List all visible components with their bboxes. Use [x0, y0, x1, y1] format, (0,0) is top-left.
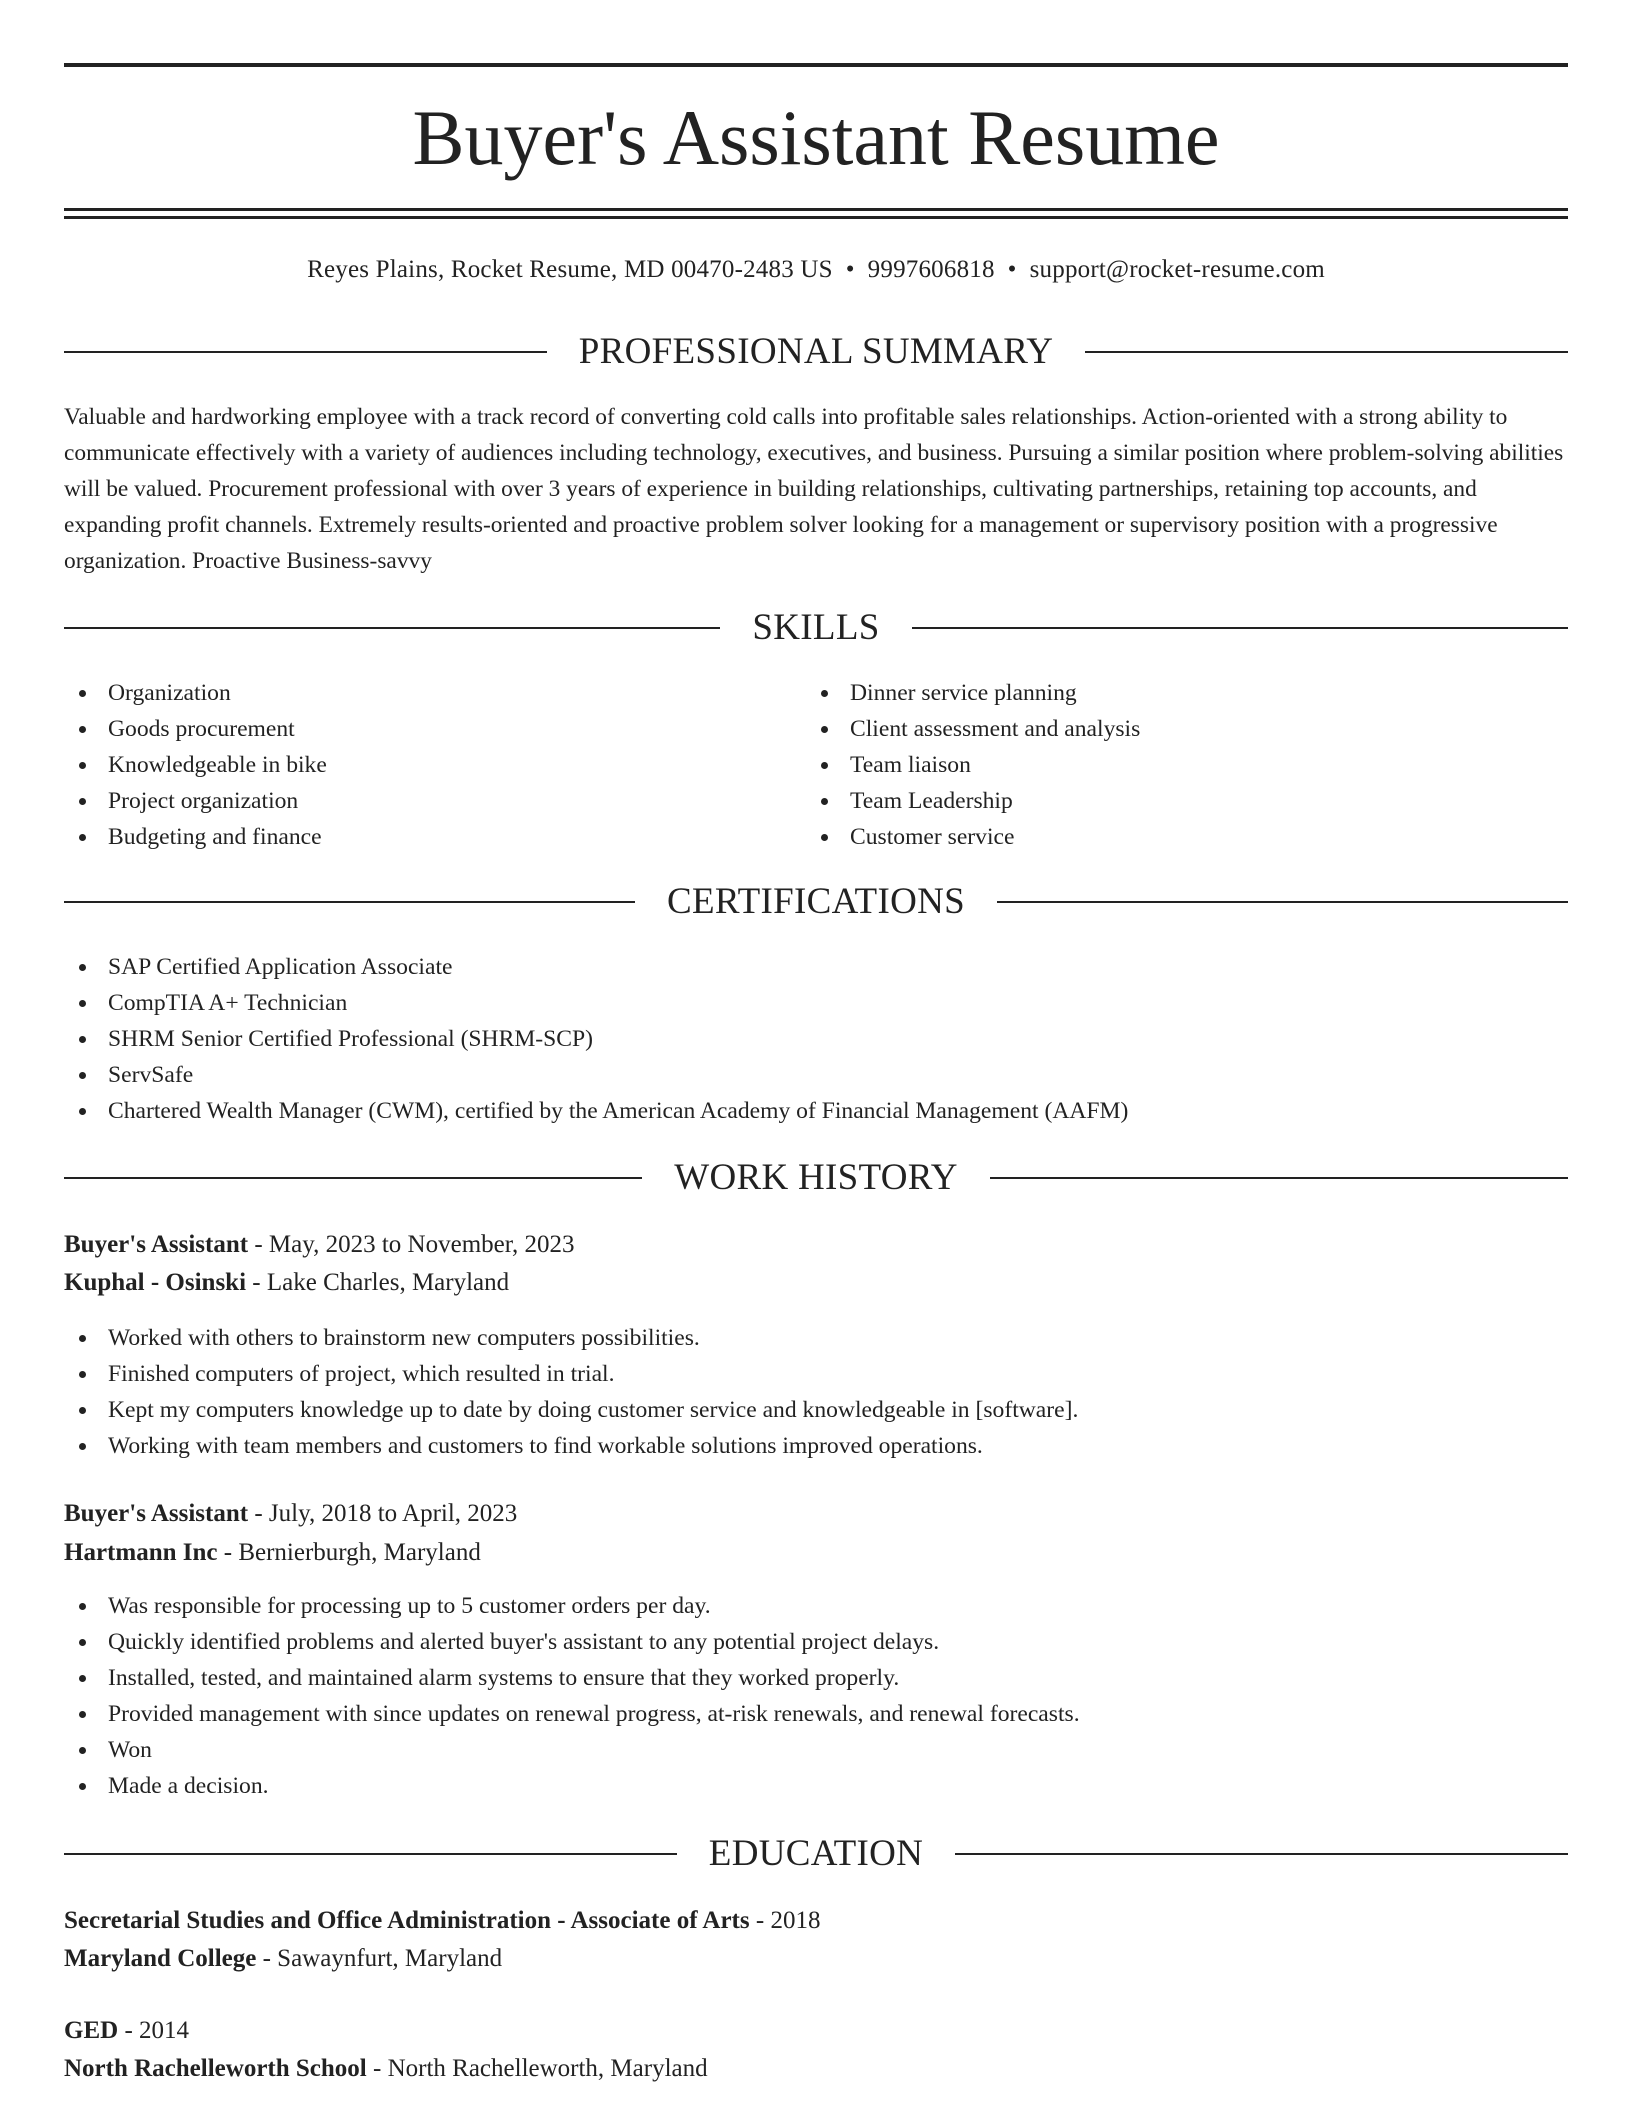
skills-heading-label: SKILLS — [752, 607, 880, 648]
skill-item: Budgeting and finance — [64, 819, 327, 855]
heading-rule-right — [955, 1853, 1568, 1855]
title-rule-lower — [64, 216, 1568, 219]
skill-item: Dinner service planning — [806, 675, 1140, 711]
skill-item: Customer service — [806, 819, 1140, 855]
heading-rule-left — [64, 1177, 642, 1179]
certifications-list — [64, 949, 1128, 1129]
contact-separator: • — [1007, 256, 1017, 283]
job-duties-list — [64, 1588, 1080, 1804]
title-rule-upper — [64, 208, 1568, 211]
job-duty-item: Was responsible for processing up to 5 customer orders per day. — [64, 1588, 1080, 1624]
certifications-heading-label: CERTIFICATIONS — [667, 881, 965, 922]
contact-line — [64, 252, 1568, 288]
skill-item: Organization — [64, 675, 327, 711]
school-location: North Rachelleworth, Maryland — [387, 2055, 708, 2082]
school-line: North Rachelleworth School - North Rachelleworth, Maryland — [64, 2055, 708, 2082]
heading-rule-right — [990, 1177, 1568, 1179]
job-company-line: Kuphal - Osinski - Lake Charles, Maryland — [64, 1269, 510, 1296]
contact-phone: 9997606818 — [867, 256, 995, 283]
degree-line: GED - 2014 — [64, 2017, 190, 2044]
skill-item: Team Leadership — [806, 783, 1140, 819]
certification-item: Chartered Wealth Manager (CWM), certified by the American Academy of Financial Management (AAFM) — [64, 1093, 1128, 1129]
top-rule — [64, 63, 1568, 67]
job-location: Bernierburgh, Maryland — [238, 1539, 481, 1566]
job-title-line: Buyer's Assistant - May, 2023 to November, 2023 — [64, 1231, 575, 1258]
school-line: Maryland College - Sawaynfurt, Maryland — [64, 1945, 503, 1972]
job-dates: July, 2018 to April, 2023 — [268, 1500, 518, 1527]
work-heading-label: WORK HISTORY — [674, 1157, 958, 1198]
summary-heading — [64, 330, 1568, 374]
job-location: Lake Charles, Maryland — [266, 1269, 510, 1296]
skill-item: Project organization — [64, 783, 327, 819]
contact-separator: • — [845, 256, 855, 283]
degree-year: 2014 — [139, 2017, 190, 2044]
school-name: North Rachelleworth School — [64, 2055, 367, 2082]
job-title: Buyer's Assistant — [64, 1500, 249, 1527]
contact-email: support@rocket-resume.com — [1029, 256, 1325, 283]
heading-rule-right — [912, 627, 1568, 629]
school-location: Sawaynfurt, Maryland — [277, 1945, 503, 1972]
summary-text: Valuable and hardworking employee with a track record of converting cold calls into profitable sales relationships. Action-oriented with a strong ability to communicate effectively with a variety of audiences including technology, executives, and business. Pursuing a similar position where problem-solving abilities will be valued. Procurement professional with over 3 years of experience in building relationships, cultivating partnerships, retaining top accounts, and expanding profit channels. Extremely results-oriented and proactive problem solver looking for a management or supervisory position with a progressive organization. Proactive Business-savvy — [64, 404, 1564, 574]
education-heading-label: EDUCATION — [708, 1833, 924, 1874]
heading-rule-right — [997, 901, 1568, 903]
skills-list-left — [64, 675, 327, 855]
job-duty-item: Installed, tested, and maintained alarm systems to ensure that they worked properly. — [64, 1660, 1080, 1696]
heading-rule-right — [1085, 351, 1568, 353]
degree-name: GED — [64, 2017, 119, 2044]
job-company-line: Hartmann Inc - Bernierburgh, Maryland — [64, 1539, 481, 1566]
certification-item: SAP Certified Application Associate — [64, 949, 1128, 985]
job-duty-item: Kept my computers knowledge up to date by doing customer service and knowledgeable in [software]. — [64, 1392, 1078, 1428]
skill-item: Client assessment and analysis — [806, 711, 1140, 747]
heading-rule-left — [64, 901, 635, 903]
job-company: Kuphal - Osinski — [64, 1269, 247, 1296]
job-dates: May, 2023 to November, 2023 — [268, 1231, 575, 1258]
heading-rule-left — [64, 1853, 677, 1855]
skill-item: Goods procurement — [64, 711, 327, 747]
job-duty-item: Made a decision. — [64, 1768, 1080, 1804]
work-heading — [64, 1156, 1568, 1200]
education-heading — [64, 1832, 1568, 1876]
job-duties-list — [64, 1320, 1078, 1464]
school-name: Maryland College — [64, 1945, 257, 1972]
job-duty-item: Provided management with since updates on renewal progress, at-risk renewals, and renewal forecasts. — [64, 1696, 1080, 1732]
degree-name: Secretarial Studies and Office Administration - Associate of Arts — [64, 1907, 750, 1934]
resume-title: Buyer's Assistant Resume — [412, 94, 1220, 181]
job-duty-item: Won — [64, 1732, 1080, 1768]
certification-item: SHRM Senior Certified Professional (SHRM-SCP) — [64, 1021, 1128, 1057]
job-title: Buyer's Assistant — [64, 1231, 249, 1258]
certifications-heading — [64, 880, 1568, 924]
job-company: Hartmann Inc — [64, 1539, 218, 1566]
contact-address: Reyes Plains, Rocket Resume, MD 00470-2483 US — [307, 256, 833, 283]
job-duty-item: Finished computers of project, which resulted in trial. — [64, 1356, 1078, 1392]
certification-item: ServSafe — [64, 1057, 1128, 1093]
heading-rule-left — [64, 627, 720, 629]
job-duty-item: Working with team members and customers to find workable solutions improved operations. — [64, 1428, 1078, 1464]
skills-heading — [64, 606, 1568, 650]
degree-line: Secretarial Studies and Office Administration - Associate of Arts - 2018 — [64, 1907, 821, 1934]
job-title-line: Buyer's Assistant - July, 2018 to April, 2023 — [64, 1500, 518, 1527]
summary-heading-label: PROFESSIONAL SUMMARY — [578, 331, 1054, 372]
job-duty-item: Quickly identified problems and alerted buyer's assistant to any potential project delays. — [64, 1624, 1080, 1660]
heading-rule-left — [64, 351, 547, 353]
job-duty-item: Worked with others to brainstorm new computers possibilities. — [64, 1320, 1078, 1356]
degree-year: 2018 — [770, 1907, 821, 1934]
certification-item: CompTIA A+ Technician — [64, 985, 1128, 1021]
skills-list-right — [806, 675, 1140, 855]
skill-item: Team liaison — [806, 747, 1140, 783]
skill-item: Knowledgeable in bike — [64, 747, 327, 783]
